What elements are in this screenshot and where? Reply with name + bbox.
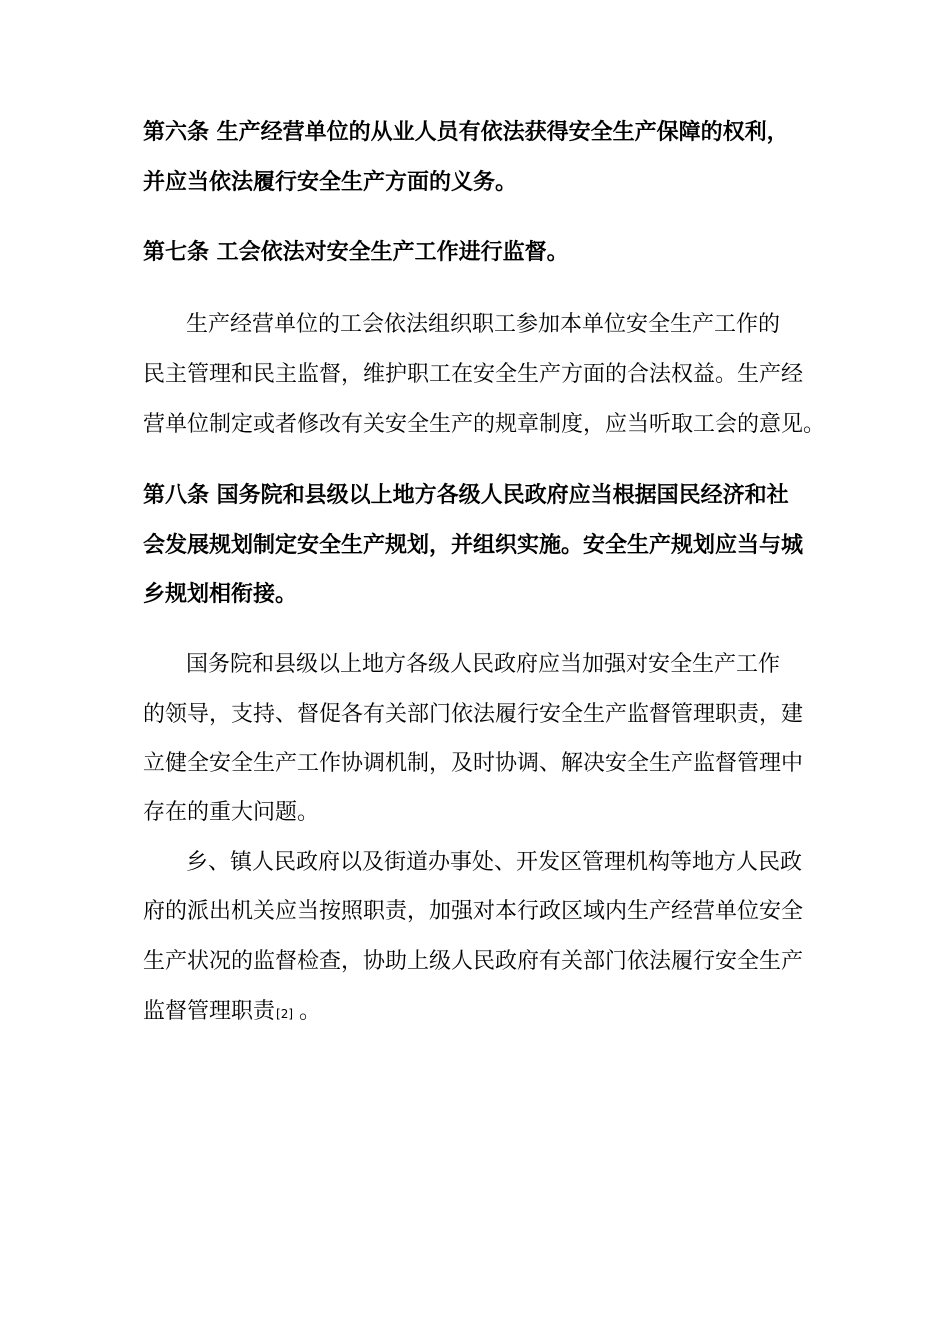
- article8-heading-line-3: 乡规划相衔接。: [143, 582, 298, 607]
- article8-para2-line-1: 乡、镇人民政府以及街道办事处、开发区管理机构等地方人民政: [186, 850, 803, 875]
- article7-para-line-2: 民主管理和民主监督，维护职工在安全生产方面的合法权益。生产经: [143, 362, 804, 387]
- article7-para-line-1: 生产经营单位的工会依法组织职工参加本单位安全生产工作的: [186, 312, 781, 337]
- article8-para2-line-3: 生产状况的监督检查，协助上级人民政府有关部门依法履行安全生产: [143, 949, 804, 974]
- article8-para1-line-2: 的领导，支持、督促各有关部门依法履行安全生产监督管理职责，建: [143, 702, 804, 727]
- article7-para-line-3: 营单位制定或者修改有关安全生产的规章制度，应当听取工会的意见。: [143, 412, 826, 437]
- article8-heading-line-1: 第八条 国务院和县级以上地方各级人民政府应当根据国民经济和社: [143, 483, 789, 508]
- article8-para1-line-3: 立健全安全生产工作协调机制，及时协调、解决安全生产监督管理中: [143, 751, 804, 776]
- article8-heading-line-2: 会发展规划制定安全生产规划，并组织实施。安全生产规划应当与城: [143, 533, 804, 558]
- article8-para1-line-4: 存在的重大问题。: [143, 800, 320, 825]
- article7-heading: 第七条 工会依法对安全生产工作进行监督。: [143, 240, 569, 265]
- article6-line-2: 并应当依法履行安全生产方面的义务。: [143, 170, 518, 195]
- article8-para2-line-2: 府的派出机关应当按照职责，加强对本行政区域内生产经营单位安全: [143, 899, 804, 924]
- article8-para2-line-4: [143, 997, 321, 1029]
- end-punctuation: 。: [299, 999, 322, 1024]
- article8-para2-last-text: 监督管理职责: [143, 999, 276, 1024]
- article8-para1-line-1: 国务院和县级以上地方各级人民政府应当加强对安全生产工作: [186, 652, 781, 677]
- article6-line-1: 第六条 生产经营单位的从业人员有依法获得安全生产保障的权利，: [143, 120, 789, 145]
- footnote-reference[interactable]: [2]: [276, 1007, 294, 1021]
